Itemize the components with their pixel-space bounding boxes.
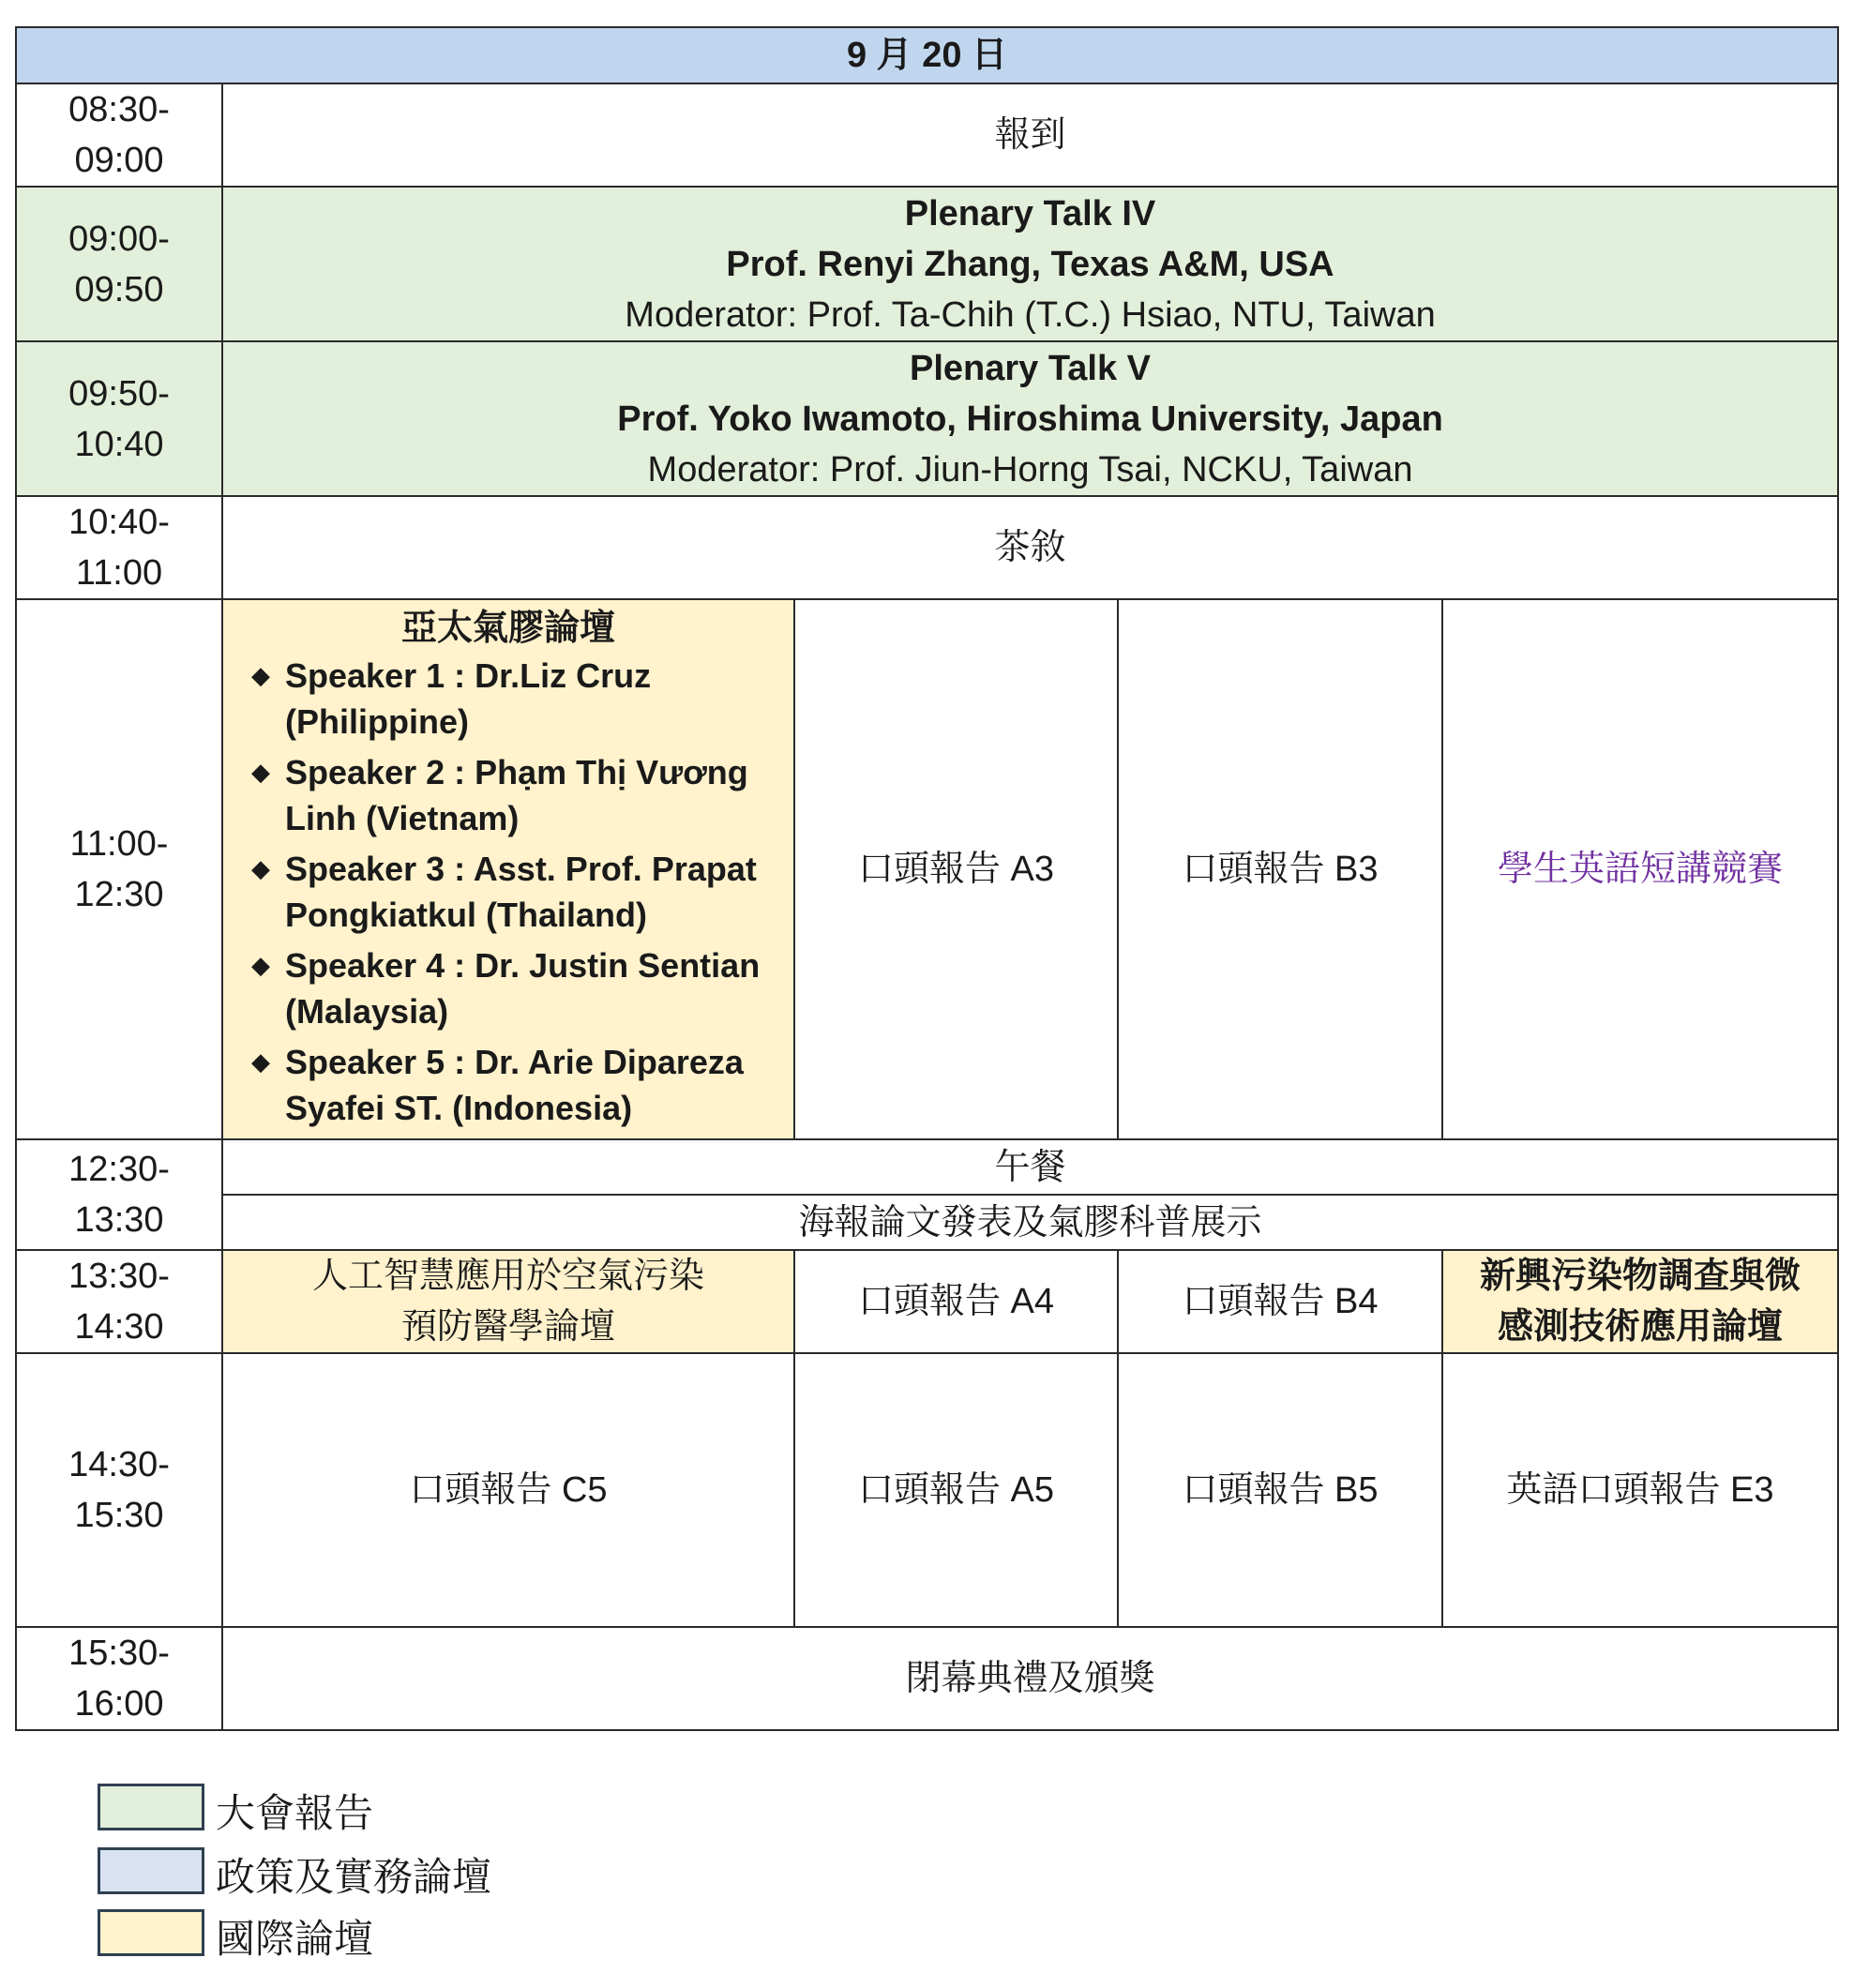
poster-session-cell: 海報論文發表及氣膠科普展示: [222, 1195, 1838, 1250]
time-cell: [16, 1353, 222, 1627]
plenary-speaker: Prof. Yoko Iwamoto, Hiroshima University, Japan: [617, 399, 1443, 439]
time-cell: [16, 83, 222, 187]
time-cell: [16, 341, 222, 496]
forum-line: 人工智慧應用於空氣污染: [311, 1257, 704, 1296]
plenary-talk-v-cell: [222, 341, 1838, 496]
time-start: 10:40-: [68, 503, 170, 542]
oral-a4-cell: 口頭報告 A4: [794, 1250, 1118, 1353]
list-item: ◆ Speaker 5 : Dr. Arie Dipareza Syafei ST. (Indonesia): [257, 1039, 784, 1131]
plenary-speaker: Prof. Renyi Zhang, Texas A&M, USA: [726, 244, 1334, 284]
time-start: 09:50-: [68, 373, 170, 414]
asia-pacific-forum-cell: [222, 599, 794, 1139]
oral-b3-cell: 口頭報告 B3: [1118, 599, 1442, 1139]
time-cell: [16, 1627, 222, 1730]
date-header: 9 月 20 日: [16, 27, 1838, 83]
time-end: 12:30: [74, 875, 164, 914]
diamond-bullet-icon: ◆: [251, 951, 270, 979]
time-cell: [16, 1250, 222, 1353]
legend-swatch-green: [98, 1784, 204, 1830]
oral-a3-cell: 口頭報告 A3: [794, 599, 1118, 1139]
oral-b5-cell: 口頭報告 B5: [1118, 1353, 1442, 1627]
time-end: 16:00: [74, 1684, 164, 1724]
time-end: 09:50: [74, 269, 164, 309]
time-cell: [16, 599, 222, 1139]
oral-b4-cell: 口頭報告 B4: [1118, 1250, 1442, 1353]
tea-break-cell: 茶敘: [222, 496, 1838, 599]
plenary-title: Plenary Talk V: [910, 348, 1151, 388]
list-item: ◆ Speaker 4 : Dr. Justin Sentian (Malaysia): [257, 942, 784, 1034]
time-end: 11:00: [75, 553, 163, 593]
legend-swatch-blue: [98, 1847, 204, 1894]
ai-forum-cell: [222, 1250, 794, 1353]
diamond-bullet-icon: ◆: [251, 661, 270, 689]
closing-ceremony-cell: 閉幕典禮及頒獎: [222, 1627, 1838, 1730]
time-cell: [16, 1139, 222, 1250]
time-end: 13:30: [74, 1200, 164, 1240]
forum-line: 感測技術應用論壇: [1498, 1307, 1784, 1347]
list-item: ◆ Speaker 3 : Asst. Prof. Prapat Pongkiatkul (Thailand): [257, 846, 784, 938]
time-cell: [16, 187, 222, 341]
diamond-bullet-icon: ◆: [251, 758, 270, 786]
diamond-bullet-icon: ◆: [251, 854, 270, 882]
student-contest-cell: 學生英語短講競賽: [1442, 599, 1838, 1139]
time-start: 15:30-: [68, 1634, 170, 1673]
time-start: 08:30-: [68, 90, 170, 129]
english-oral-e3-cell: 英語口頭報告 E3: [1442, 1353, 1838, 1627]
plenary-moderator: Moderator: Prof. Ta-Chih (T.C.) Hsiao, NTU, Taiwan: [625, 294, 1436, 335]
emerging-pollutants-forum-cell: [1442, 1250, 1838, 1353]
schedule-table: [15, 26, 1839, 1731]
lunch-cell: 午餐: [222, 1139, 1838, 1195]
plenary-title: Plenary Talk IV: [904, 193, 1156, 233]
forum-line: 新興污染物調查與微: [1480, 1257, 1801, 1296]
time-end: 09:00: [74, 141, 164, 180]
time-end: 10:40: [74, 424, 164, 464]
plenary-moderator: Moderator: Prof. Jiun-Horng Tsai, NCKU, Taiwan: [647, 449, 1413, 489]
diamond-bullet-icon: ◆: [251, 1047, 270, 1076]
time-start: 12:30-: [68, 1150, 170, 1189]
legend-swatch-yellow: [98, 1909, 204, 1956]
legend-label: 國際論壇: [216, 1917, 374, 1961]
time-end: 15:30: [74, 1496, 164, 1535]
forum-line: 預防醫學論壇: [400, 1307, 615, 1347]
time-start: 13:30-: [68, 1257, 170, 1296]
forum-title: 亞太氣膠論壇: [400, 609, 615, 648]
registration-cell: 報到: [222, 83, 1838, 187]
list-item: ◆ Speaker 2 : Phạm Thị Vương Linh (Vietnam): [257, 749, 784, 841]
oral-c5-cell: 口頭報告 C5: [222, 1353, 794, 1627]
time-end: 14:30: [74, 1307, 164, 1347]
time-start: 11:00-: [69, 824, 169, 864]
speaker-list: [223, 653, 793, 1131]
plenary-talk-iv-cell: [222, 187, 1838, 341]
time-start: 14:30-: [68, 1445, 170, 1484]
list-item: ◆ Speaker 1 : Dr.Liz Cruz (Philippine): [257, 653, 784, 745]
time-start: 09:00-: [68, 218, 170, 259]
time-cell: [16, 496, 222, 599]
legend-label: 大會報告: [216, 1791, 374, 1835]
oral-a5-cell: 口頭報告 A5: [794, 1353, 1118, 1627]
legend-label: 政策及實務論壇: [216, 1855, 492, 1899]
